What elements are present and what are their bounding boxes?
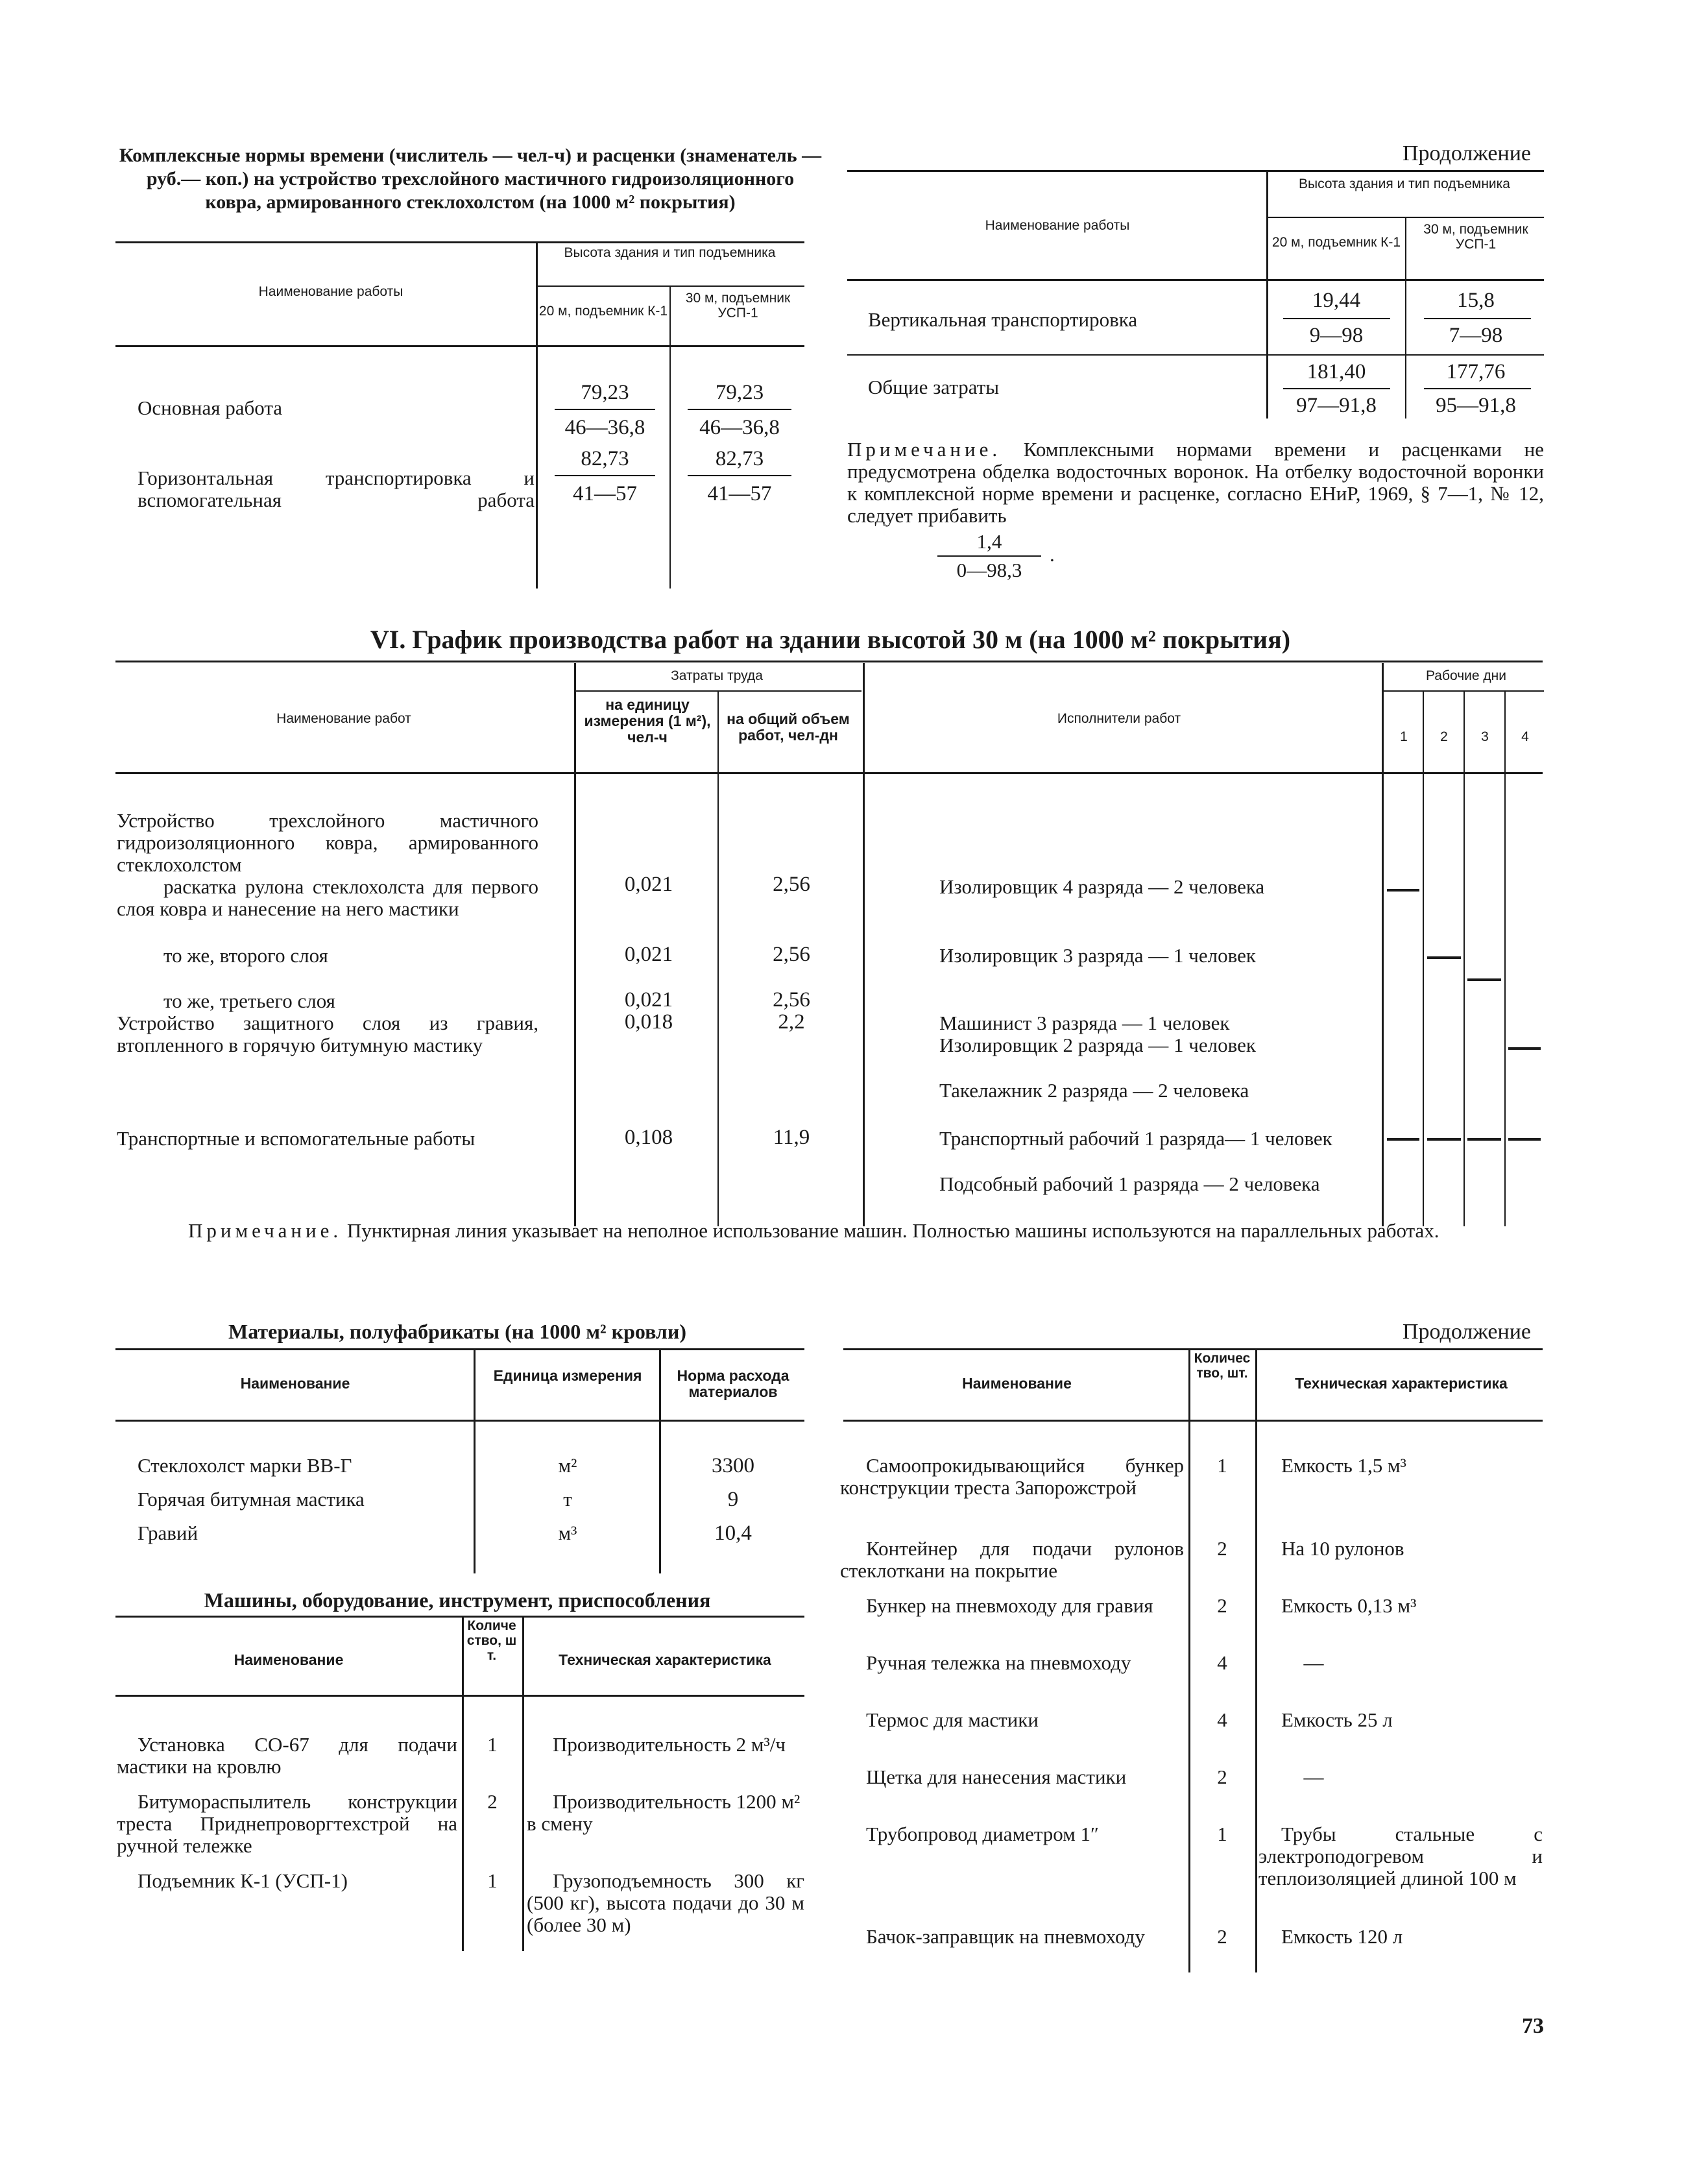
gantt-bar xyxy=(1427,956,1461,959)
gantt-bar xyxy=(1387,1138,1419,1141)
note-label: Примечание. xyxy=(847,438,1002,461)
labor-unit: 0,021 xyxy=(624,943,673,966)
work-name: Устройство защитного слоя из гравия, втопленного в горячую битумную мастику xyxy=(117,1012,538,1056)
col-header-qty: Количество, шт. xyxy=(1194,1351,1251,1381)
day-2: 2 xyxy=(1440,729,1448,744)
fraction-bar xyxy=(1424,318,1531,319)
row-name: Вертикальная транспортировка xyxy=(868,308,1138,331)
rate-value: 46—36,8 xyxy=(564,416,645,439)
row-name-text: Горизонтальная транспортировка и вспомогательная работа xyxy=(138,467,535,511)
gantt-bar xyxy=(1387,889,1419,892)
work-name: то же, третьего слоя xyxy=(163,989,335,1012)
machine-name: Подъемник К-1 (УСП-1) xyxy=(138,1869,348,1892)
col-divider xyxy=(1255,1350,1257,1972)
machine-name: Самоопрокидывающийся бункер конструкции треста Запорожстрой xyxy=(840,1454,1184,1499)
note-period: . xyxy=(1050,543,1055,566)
col-header-name: Наименование xyxy=(240,1375,350,1392)
fraction-bar xyxy=(688,475,791,476)
fraction-bar xyxy=(1283,318,1390,319)
executor: Изолировщик 3 разряда — 1 человек xyxy=(939,944,1256,967)
rate-value: 97—91,8 xyxy=(1296,394,1377,417)
col-divider xyxy=(536,243,538,588)
executor: Изолировщик 4 разряда — 2 человека xyxy=(939,875,1265,898)
col-header-name: Наименование xyxy=(234,1651,344,1668)
day-3: 3 xyxy=(1481,729,1489,744)
machines-title: Машины, оборудование, инструмент, приспособления xyxy=(204,1588,711,1612)
col-header-unit: Единица измерения xyxy=(493,1367,642,1384)
gantt-bar xyxy=(1467,978,1501,981)
material-norm: 10,4 xyxy=(714,1522,752,1545)
norm-value: 82,73 xyxy=(715,447,764,470)
table-rule xyxy=(115,241,804,243)
labor-unit: 0,021 xyxy=(624,988,673,1012)
norm-value: 19,44 xyxy=(1312,289,1361,312)
table-rule xyxy=(115,1695,804,1697)
continuation-label: Продолжение xyxy=(1402,1320,1531,1344)
fraction-bar xyxy=(555,475,655,476)
machine-name: Установка СО-67 для подачи мастики на кровлю xyxy=(117,1733,457,1778)
col-header-30m: 30 м, подъемник УСП-1 xyxy=(685,291,791,321)
table-rule xyxy=(843,1348,1543,1350)
work-name: Транспортные и вспомогательные работы xyxy=(117,1127,476,1150)
machine-qty: 4 xyxy=(1217,1651,1227,1674)
machine-tech: Емкость 25 л xyxy=(1281,1708,1393,1731)
col-divider xyxy=(1423,692,1424,1226)
norms-table-title: Комплексные нормы времени (числитель — чел-ч) и расценки (знаменатель — руб.— коп.) на устройство трехслойного мастичного гидроизоляционного ковра, армированного стеклохолстом (на 1000 м² покрытия) xyxy=(119,145,822,213)
col-header-20m: 20 м, подъемник К-1 xyxy=(538,304,668,319)
col-header-qty: Количество, шт. xyxy=(466,1618,517,1663)
col-header-executors: Исполнители работ xyxy=(1057,711,1181,726)
machine-tech: Трубы стальные с электроподогревом и теплоизоляцией длиной 100 м xyxy=(1258,1823,1543,1889)
col-divider xyxy=(1504,692,1506,1226)
executor: Машинист 3 разряда — 1 человек xyxy=(939,1012,1230,1034)
note-text: Пунктирная линия указывает на неполное использование машин. Полностью машины используются на параллельных работах. xyxy=(346,1219,1439,1242)
machine-qty: 1 xyxy=(487,1733,498,1756)
note-label: Примечание. xyxy=(188,1219,343,1242)
machine-tech: Производительность 2 м³/ч xyxy=(553,1733,786,1756)
row-name xyxy=(138,467,535,511)
machine-tech: — xyxy=(1303,1765,1324,1788)
machine-name: Бачок-заправщик на пневмоходу xyxy=(866,1925,1145,1948)
labor-total: 2,2 xyxy=(778,1010,805,1034)
material-unit: т xyxy=(563,1488,572,1511)
col-divider xyxy=(462,1617,464,1951)
gantt-bar xyxy=(1427,1138,1461,1141)
col-header-norm: Норма расхода материалов xyxy=(677,1367,789,1400)
row-name: Основная работа xyxy=(138,396,283,419)
machine-qty: 1 xyxy=(487,1869,498,1892)
material-name: Горячая битумная мастика xyxy=(138,1488,365,1511)
gantt-bar xyxy=(1508,1138,1541,1141)
material-name: Гравий xyxy=(138,1522,199,1544)
col-header-labor: Затраты труда xyxy=(671,668,763,683)
machine-name: Термос для мастики xyxy=(866,1708,1039,1731)
executor: Изолировщик 2 разряда — 1 человек xyxy=(939,1034,1256,1056)
col-divider xyxy=(1382,663,1384,1226)
row-name: Общие затраты xyxy=(868,376,1000,398)
table-rule xyxy=(537,285,804,287)
labor-total: 2,56 xyxy=(773,943,810,966)
machine-qty: 2 xyxy=(487,1790,498,1813)
col-header-name: Наименование работы xyxy=(258,284,403,299)
material-name: Стеклохолст марки ВВ-Г xyxy=(138,1454,352,1477)
col-header-total: на общий объем работ, чел-дн xyxy=(727,710,850,744)
executor: Транспортный рабочий 1 разряда— 1 человек xyxy=(939,1127,1332,1150)
note-text: Комплексными нормами времени и расценками не предусмотрена обделка водосточных воронок. На отбелку водосточной воронки к комплексной норме времени и расценке, согласно ЕНиР, 1969, § 7—1, № 12, следует прибавить xyxy=(847,438,1544,527)
machine-qty: 2 xyxy=(1217,1765,1227,1788)
machine-tech: — xyxy=(1303,1651,1324,1674)
material-norm: 3300 xyxy=(712,1454,754,1477)
labor-unit: 0,021 xyxy=(624,873,673,896)
table-rule xyxy=(847,279,1544,281)
rate-value: 9—98 xyxy=(1309,324,1364,347)
fraction-bar xyxy=(1283,388,1390,389)
machine-qty: 2 xyxy=(1217,1925,1227,1948)
table-rule xyxy=(847,170,1544,172)
machine-name: Бункер на пневмоходу для гравия xyxy=(866,1594,1153,1617)
labor-unit: 0,018 xyxy=(624,1010,673,1034)
day-4: 4 xyxy=(1521,729,1529,744)
fraction-bar xyxy=(555,409,655,410)
norm-value: 82,73 xyxy=(581,447,629,470)
norm-value: 181,40 xyxy=(1307,360,1366,383)
table-rule xyxy=(576,690,861,692)
rate-value: 95—91,8 xyxy=(1436,394,1516,417)
gantt-bar xyxy=(1508,1047,1541,1050)
fraction-bar xyxy=(1424,388,1531,389)
material-unit: м² xyxy=(558,1454,577,1477)
table-rule xyxy=(115,661,1543,662)
rate-value: 41—57 xyxy=(707,482,772,505)
rate-value: 7—98 xyxy=(1449,324,1503,347)
material-unit: м³ xyxy=(558,1522,577,1544)
executor: Подсобный рабочий 1 разряда — 2 человека xyxy=(939,1172,1320,1195)
page-number: 73 xyxy=(1522,2014,1544,2038)
labor-total: 2,56 xyxy=(773,873,810,896)
note-fraction-den: 0—98,3 xyxy=(956,559,1022,581)
machine-tech: На 10 рулонов xyxy=(1281,1537,1404,1560)
machine-tech: Емкость 1,5 м³ xyxy=(1281,1454,1406,1477)
machine-name: Ручная тележка на пневмоходу xyxy=(866,1651,1131,1674)
machine-qty: 2 xyxy=(1217,1537,1227,1560)
schedule-title: VI. График производства работ на здании высотой 30 м (на 1000 м² покрытия) xyxy=(370,625,1291,654)
machine-qty: 1 xyxy=(1217,1823,1227,1845)
col-divider xyxy=(863,663,865,1226)
machine-name: Щетка для нанесения мастики xyxy=(866,1765,1127,1788)
machine-tech: Производительность 1200 м² в смену xyxy=(527,1790,801,1835)
norm-value: 15,8 xyxy=(1457,289,1495,312)
norm-value: 79,23 xyxy=(581,381,629,404)
col-header-unit: на единицу измерения (1 м²), чел-ч xyxy=(584,696,711,746)
rate-value: 41—57 xyxy=(573,482,637,505)
col-header-tech: Техническая характеристика xyxy=(559,1651,771,1668)
machine-qty: 4 xyxy=(1217,1708,1227,1731)
col-divider xyxy=(1266,172,1268,419)
col-divider xyxy=(574,663,576,1226)
machine-name: Контейнер для подачи рулонов стеклоткани на покрытие xyxy=(840,1537,1184,1582)
col-divider xyxy=(1405,218,1406,419)
col-header-group: Высота здания и тип подъемника xyxy=(1299,176,1510,191)
note-paragraph xyxy=(847,439,1544,527)
col-header-30m: 30 м, подъемник УСП-1 xyxy=(1423,222,1528,252)
col-header-name: Наименование работ xyxy=(276,711,411,726)
col-divider xyxy=(669,287,671,588)
work-name: раскатка рулона стеклохолста для первого слоя ковра и нанесение на него мастики xyxy=(117,875,538,920)
materials-title: Материалы, полуфабрикаты (на 1000 м² кровли) xyxy=(228,1320,686,1343)
machine-qty: 1 xyxy=(1217,1454,1227,1477)
norm-value: 177,76 xyxy=(1446,360,1506,383)
machine-qty: 2 xyxy=(1217,1594,1227,1617)
work-group-name: Устройство трехслойного мастичного гидроизоляционного ковра, армированного стеклохолстом xyxy=(117,809,538,876)
work-name: то же, второго слоя xyxy=(163,944,328,967)
fraction-bar xyxy=(688,409,791,410)
fraction-bar xyxy=(937,555,1041,557)
machine-name: Трубопровод диаметром 1″ xyxy=(866,1823,1099,1845)
col-divider xyxy=(474,1350,476,1573)
table-rule xyxy=(847,354,1544,356)
gantt-bar xyxy=(1467,1138,1501,1141)
executor: Такелажник 2 разряда — 2 человека xyxy=(939,1079,1249,1102)
machine-tech: Грузоподъемность 300 кг (500 кг), высота подачи до 30 м (более 30 м) xyxy=(527,1869,804,1936)
machine-tech: Емкость 0,13 м³ xyxy=(1281,1594,1417,1617)
table-rule xyxy=(115,1420,804,1422)
col-header-name: Наименование работы xyxy=(985,218,1130,233)
col-header-name: Наименование xyxy=(962,1375,1072,1392)
schedule-note xyxy=(117,1220,1544,1242)
col-divider xyxy=(522,1617,524,1951)
norm-value: 79,23 xyxy=(715,381,764,404)
table-rule xyxy=(115,772,1543,774)
table-rule xyxy=(115,345,804,347)
machine-tech: Емкость 120 л xyxy=(1281,1925,1403,1948)
col-divider xyxy=(717,692,719,1226)
col-divider xyxy=(1188,1350,1190,1972)
machine-name: Битумораспылитель конструкции треста Приднепроворгтехстрой на ручной тележке xyxy=(117,1790,457,1857)
col-header-group: Высота здания и тип подъемника xyxy=(564,245,776,260)
col-header-tech: Техническая характеристика xyxy=(1295,1375,1508,1392)
note-fraction-num: 1,4 xyxy=(976,530,1002,553)
labor-total: 11,9 xyxy=(773,1126,810,1149)
day-1: 1 xyxy=(1400,729,1408,744)
col-header-days: Рабочие дни xyxy=(1425,668,1506,683)
table-rule xyxy=(115,1616,804,1618)
labor-unit: 0,108 xyxy=(624,1126,673,1149)
rate-value: 46—36,8 xyxy=(699,416,780,439)
col-divider xyxy=(1463,692,1465,1226)
table-rule xyxy=(115,1348,804,1350)
col-header-20m: 20 м, подъемник К-1 xyxy=(1271,235,1401,250)
continuation-label: Продолжение xyxy=(1402,141,1531,165)
table-rule xyxy=(843,1420,1543,1422)
labor-total: 2,56 xyxy=(773,988,810,1012)
material-norm: 9 xyxy=(727,1488,739,1511)
col-divider xyxy=(659,1350,661,1573)
